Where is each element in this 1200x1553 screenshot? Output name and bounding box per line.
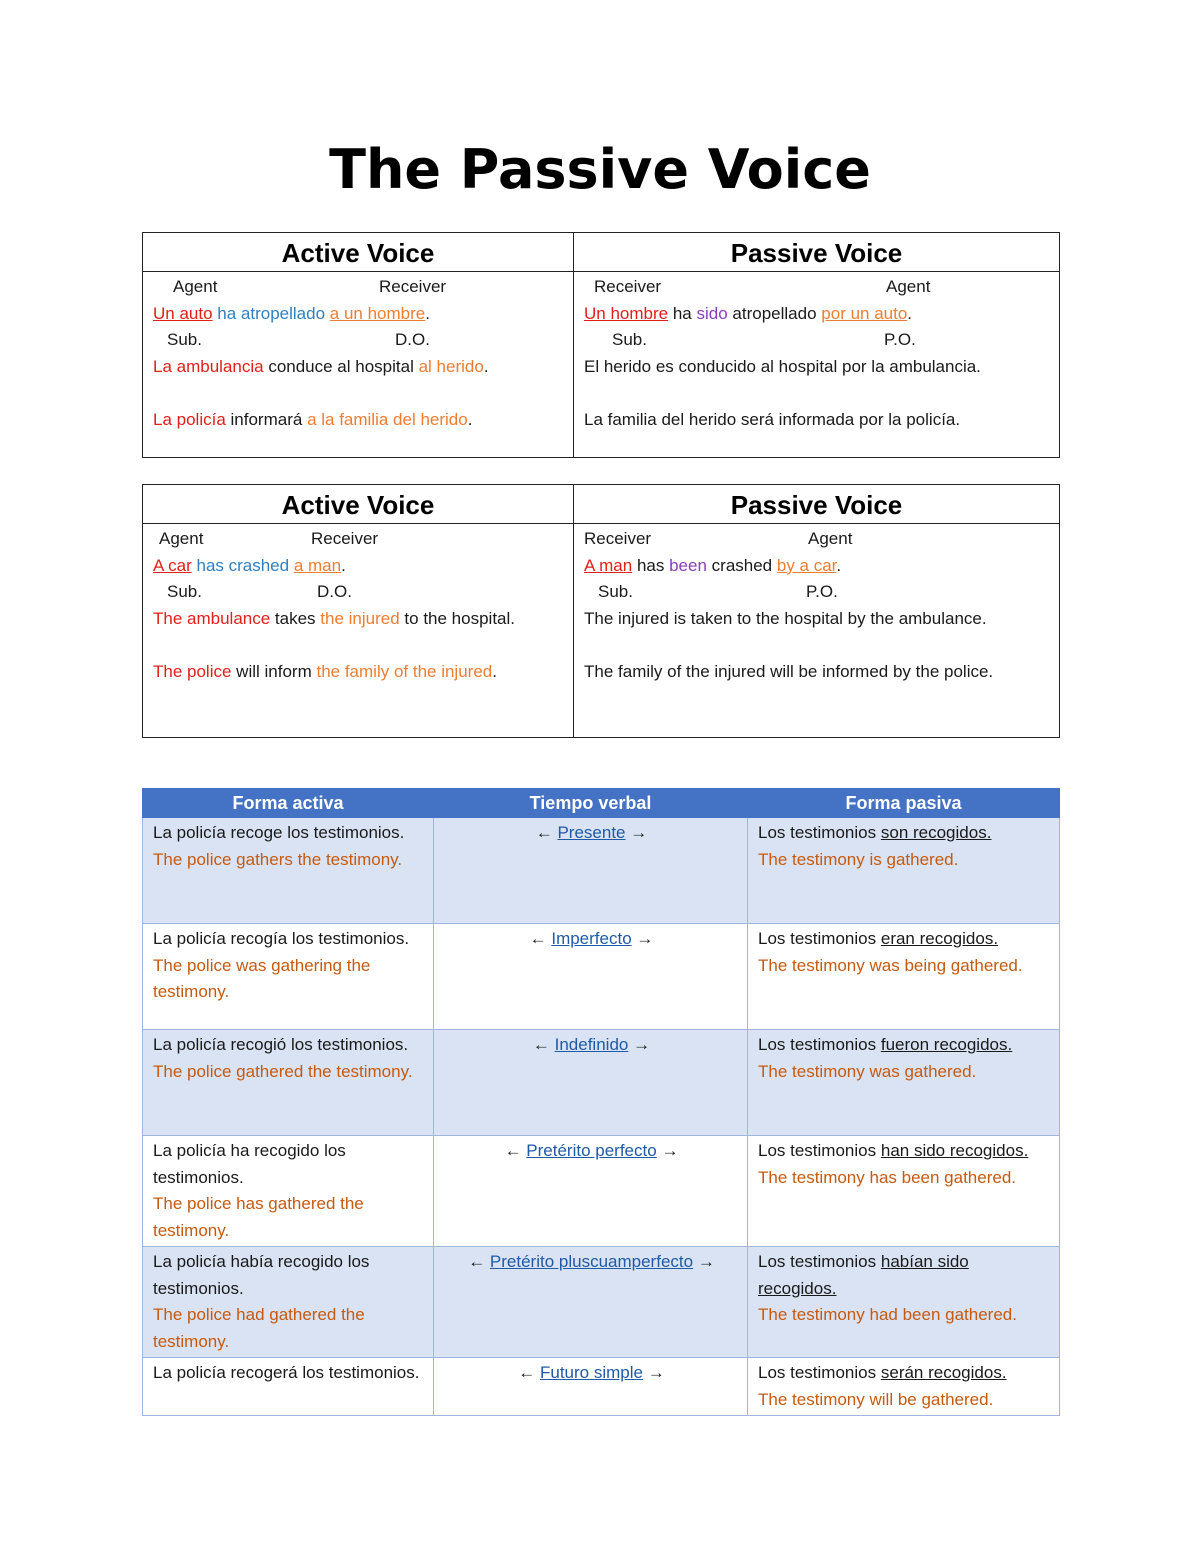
passive-voice-cell xyxy=(574,524,1060,738)
period: . xyxy=(483,356,489,376)
passive-english: The testimony was gathered. xyxy=(758,1061,977,1081)
arrow-left-icon: ← xyxy=(518,1363,536,1382)
table-row xyxy=(143,1358,1060,1416)
column-header-passive: Forma pasiva xyxy=(748,789,1060,818)
passive-spanish xyxy=(758,820,1051,847)
arrow-left-icon: ← xyxy=(529,929,547,948)
active-spanish: La policía recogerá los testimonios. xyxy=(153,1363,420,1382)
active-english: The police gathers the testimony. xyxy=(153,849,403,869)
tense-cell xyxy=(434,924,748,1030)
sub-label: Sub. xyxy=(167,582,202,601)
table-row xyxy=(143,1136,1060,1247)
arrow-right-icon: → xyxy=(647,1363,665,1382)
passive-english: The testimony had been gathered. xyxy=(758,1305,1017,1324)
tense-link[interactable]: Futuro simple xyxy=(540,1363,643,1382)
active-voice-header: Active Voice xyxy=(143,233,574,272)
po-label: P.O. xyxy=(884,330,916,349)
period: . xyxy=(907,303,913,323)
active-voice-header: Active Voice xyxy=(143,485,574,524)
object: the injured xyxy=(320,608,400,628)
active-english: The police was gathering the testimony. xyxy=(153,955,371,1001)
example-sentence: El herido es conducido al hospital por la ambulancia. xyxy=(584,356,981,376)
receiver-label: Receiver xyxy=(311,529,379,548)
page-title: The Passive Voice xyxy=(329,138,871,201)
table-row xyxy=(143,1030,1060,1136)
passive-subject: Los testimonios xyxy=(758,823,877,842)
passive-verb: serán recogidos. xyxy=(880,1363,1007,1382)
voice-table-english xyxy=(142,484,1060,738)
passive-spanish xyxy=(758,1032,1051,1059)
passive-voice-header: Passive Voice xyxy=(574,485,1060,524)
tense-cell xyxy=(434,1358,748,1416)
passive-spanish xyxy=(758,1249,1051,1302)
receiver-label: Receiver xyxy=(379,277,447,296)
agent: by a car xyxy=(776,555,837,575)
verb: informará xyxy=(230,409,303,429)
arrow-right-icon: → xyxy=(636,929,654,948)
tense-link[interactable]: Pretérito perfecto xyxy=(526,1141,657,1160)
active-voice-cell xyxy=(143,524,574,738)
active-form-cell xyxy=(143,1030,434,1136)
active-spanish: La policía recoge los testimonios. xyxy=(153,823,405,842)
active-english: The police has gathered the testimony. xyxy=(153,1194,364,1240)
passive-english: The testimony is gathered. xyxy=(758,849,959,869)
receiver-label: Receiver xyxy=(584,529,652,548)
passive-voice-cell xyxy=(574,272,1060,458)
object: the family of the injured xyxy=(316,661,493,681)
verb: conduce al hospital xyxy=(268,356,414,376)
do-label: D.O. xyxy=(317,582,352,601)
object: a un hombre xyxy=(329,303,426,323)
verb: takes xyxy=(274,608,316,628)
example-sentence xyxy=(153,354,565,381)
sub-label: Sub. xyxy=(598,582,633,601)
aux-be: sido xyxy=(696,303,728,323)
tense-cell xyxy=(434,1030,748,1136)
passive-voice-header: Passive Voice xyxy=(574,233,1060,272)
passive-subject: Los testimonios xyxy=(758,929,877,948)
verb: has crashed xyxy=(196,555,290,575)
period: . xyxy=(425,303,430,323)
example-sentence xyxy=(153,301,565,328)
active-spanish: La policía recogía los testimonios. xyxy=(153,929,410,948)
verb: ha atropellado xyxy=(217,303,326,323)
agent-label: Agent xyxy=(886,277,931,296)
column-header-active: Forma activa xyxy=(143,789,434,818)
arrow-left-icon: ← xyxy=(532,1035,550,1054)
verb: atropellado xyxy=(732,303,817,323)
active-form-cell xyxy=(143,1136,434,1247)
verb: crashed xyxy=(711,555,773,575)
table-row xyxy=(143,1247,1060,1358)
agent: por un auto xyxy=(821,303,908,323)
active-spanish: La policía había recogido los testimonios. xyxy=(153,1252,370,1298)
do-label: D.O. xyxy=(395,330,430,349)
receiver-label: Receiver xyxy=(594,277,662,296)
aux: has xyxy=(636,555,665,575)
passive-verb: han sido recogidos. xyxy=(880,1141,1029,1160)
subject: Un hombre xyxy=(584,303,669,323)
subject: The police xyxy=(153,661,232,681)
arrow-left-icon: ← xyxy=(535,823,553,842)
passive-verb: son recogidos. xyxy=(880,823,992,842)
active-spanish: La policía recogió los testimonios. xyxy=(153,1035,409,1054)
agent-label: Agent xyxy=(808,529,853,548)
active-form-cell xyxy=(143,1358,434,1416)
active-form-cell xyxy=(143,1247,434,1358)
passive-spanish xyxy=(758,926,1051,953)
tense-forms-table xyxy=(142,788,1060,1416)
agent-label: Agent xyxy=(159,529,204,548)
passive-verb: habían sido recogidos. xyxy=(758,1252,969,1298)
rest: to the hospital. xyxy=(404,608,515,628)
tense-link[interactable]: Imperfecto xyxy=(551,929,632,948)
tense-cell xyxy=(434,818,748,924)
tense-cell xyxy=(434,1247,748,1358)
object: a la familia del herido xyxy=(307,409,468,429)
period: . xyxy=(341,555,346,575)
arrow-right-icon: → xyxy=(630,823,648,842)
aux-be: been xyxy=(669,555,707,575)
subject: A man xyxy=(584,555,633,575)
arrow-left-icon: ← xyxy=(468,1252,486,1271)
passive-verb: eran recogidos. xyxy=(880,929,999,948)
subject: Un auto xyxy=(153,303,213,323)
example-sentence xyxy=(584,301,1051,328)
passive-form-cell xyxy=(748,1358,1060,1416)
period: . xyxy=(492,661,497,681)
example-sentence xyxy=(153,407,565,434)
tense-link[interactable]: Indefinido xyxy=(554,1035,629,1054)
agent-label: Agent xyxy=(173,277,218,296)
subject: La ambulancia xyxy=(153,356,264,376)
passive-form-cell xyxy=(748,1136,1060,1247)
passive-english: The testimony will be gathered. xyxy=(758,1389,994,1409)
column-header-tense: Tiempo verbal xyxy=(434,789,748,818)
po-label: P.O. xyxy=(806,582,838,601)
passive-spanish xyxy=(758,1360,1051,1387)
aux: ha xyxy=(672,303,692,323)
passive-english: The testimony has been gathered. xyxy=(758,1167,1016,1187)
period: . xyxy=(836,555,842,575)
passive-subject: Los testimonios xyxy=(758,1252,877,1271)
example-sentence xyxy=(153,659,565,686)
active-form-cell xyxy=(143,818,434,924)
passive-form-cell xyxy=(748,818,1060,924)
passive-form-cell xyxy=(748,924,1060,1030)
active-form-cell xyxy=(143,924,434,1030)
passive-spanish xyxy=(758,1138,1051,1165)
example-sentence xyxy=(584,553,1051,580)
verb: will inform xyxy=(236,661,312,681)
active-english: The police gathered the testimony. xyxy=(153,1061,413,1081)
passive-form-cell xyxy=(748,1247,1060,1358)
sub-label: Sub. xyxy=(167,330,202,349)
active-voice-cell xyxy=(143,272,574,458)
table-row xyxy=(143,924,1060,1030)
example-sentence: The family of the injured will be informed by the police. xyxy=(584,661,994,681)
active-english: The police had gathered the testimony. xyxy=(153,1305,365,1351)
passive-subject: Los testimonios xyxy=(758,1363,877,1382)
passive-verb: fueron recogidos. xyxy=(880,1035,1013,1054)
passive-english: The testimony was being gathered. xyxy=(758,955,1023,975)
subject: La policía xyxy=(153,409,226,429)
tense-cell xyxy=(434,1136,748,1247)
sub-label: Sub. xyxy=(612,330,647,349)
arrow-right-icon: → xyxy=(661,1141,679,1160)
arrow-right-icon: → xyxy=(697,1252,715,1271)
passive-form-cell xyxy=(748,1030,1060,1136)
arrow-right-icon: → xyxy=(633,1035,651,1054)
subject: The ambulance xyxy=(153,608,271,628)
tense-link[interactable]: Presente xyxy=(557,823,626,842)
arrow-left-icon: ← xyxy=(504,1141,522,1160)
period: . xyxy=(467,409,473,429)
voice-table-spanish xyxy=(142,232,1060,458)
subject: A car xyxy=(153,555,192,575)
tense-link[interactable]: Pretérito pluscuamperfecto xyxy=(489,1252,694,1271)
example-sentence: The injured is taken to the hospital by the ambulance. xyxy=(584,608,987,628)
passive-subject: Los testimonios xyxy=(758,1035,877,1054)
example-sentence xyxy=(153,553,565,580)
example-sentence xyxy=(153,606,565,633)
passive-subject: Los testimonios xyxy=(758,1141,877,1160)
active-spanish: La policía ha recogido los testimonios. xyxy=(153,1141,346,1187)
object: al herido xyxy=(418,356,484,376)
example-sentence: La familia del herido será informada por la policía. xyxy=(584,409,961,429)
table-row xyxy=(143,818,1060,924)
object: a man xyxy=(293,555,342,575)
